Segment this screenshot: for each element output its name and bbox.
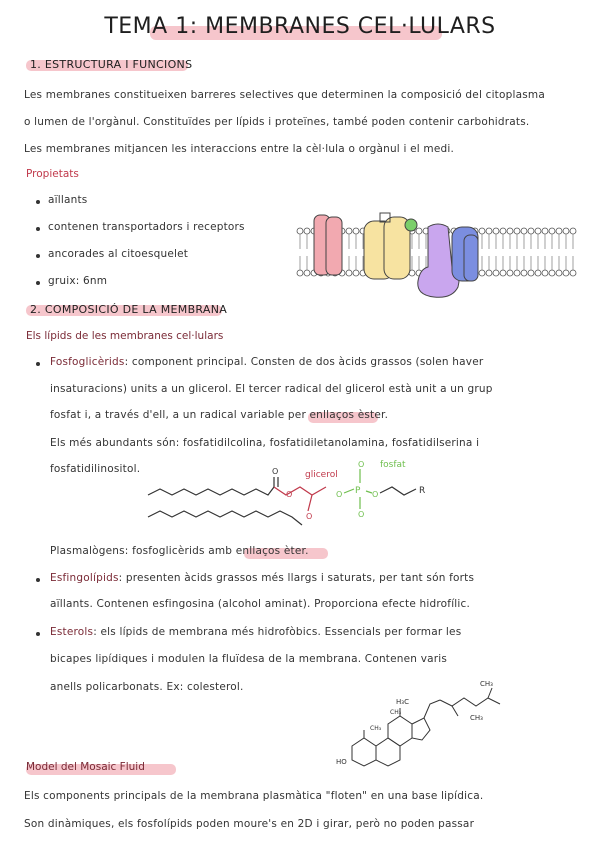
lipid-head <box>500 228 506 234</box>
lipid-head <box>304 270 310 276</box>
lipid-head <box>556 228 562 234</box>
mosaic-line-2: Son dinàmiques, els fosfolípids poden moure's en 2D i girar, però no poden passar <box>24 818 475 830</box>
ch3-label: CH₃ <box>390 709 402 716</box>
ether-term: enllaços èter <box>235 545 306 557</box>
glicerol-label: glicerol <box>305 470 338 480</box>
esterols-line-3: anells policarbonats. Ex: colesterol. <box>50 681 244 693</box>
lipid-head <box>500 270 506 276</box>
lipids-heading: Els lípids de les membranes cel·lulars <box>26 330 224 342</box>
lipid-head <box>346 228 352 234</box>
lipid-head <box>507 228 513 234</box>
lipid-head <box>556 270 562 276</box>
ch3-label: CH₃ <box>370 725 382 732</box>
esfingo-term: Esfingolípids <box>50 572 119 584</box>
ch3-label: CH₃ <box>470 714 483 722</box>
esfingo-text: : presenten àcids grassos més llargs i saturats, per tant són forts <box>118 572 475 584</box>
lipid-head <box>521 270 527 276</box>
ho-label: HO <box>336 758 347 766</box>
property-item: aïllants <box>48 194 88 206</box>
property-item: gruix: 6nm <box>48 275 108 287</box>
esterols-line-2: bicapes lipídiques i modulen la fluïdesa de la membrana. Contenen varis <box>50 653 448 665</box>
lipid-head <box>570 270 576 276</box>
section1-heading: 1. ESTRUCTURA I FUNCIONS <box>30 58 193 71</box>
lipid-head <box>493 228 499 234</box>
bullet <box>36 227 40 231</box>
lipid-head <box>521 228 527 234</box>
lipid-head <box>346 270 352 276</box>
lipid-head <box>353 270 359 276</box>
fosfo-line-5: fosfatidilinositol. <box>50 463 141 475</box>
property-item: contenen transportadors i receptors <box>48 221 245 233</box>
fosfo-line-3 <box>50 409 388 421</box>
lipid-head <box>535 270 541 276</box>
lipid-head <box>514 228 520 234</box>
section1-line-2: o lumen de l'orgànul. Constituïdes per lípids i proteïnes, també poden contenir carbohidrats. <box>24 116 530 128</box>
bullet <box>36 281 40 285</box>
fosfo-text: : component principal. Consten de dos àcids grassos (solen haver <box>124 356 484 368</box>
section2-heading: 2. COMPOSICIÓ DE LA MEMBRANA <box>30 303 228 316</box>
section1-line-1: Les membranes constitueixen barreres selectives que determinen la composició del citoplasma <box>24 89 545 101</box>
oxygen-label: O <box>286 490 293 499</box>
lipid-head <box>570 228 576 234</box>
phosphorus-label: P <box>355 486 361 496</box>
lipid-head <box>353 228 359 234</box>
lipid-head <box>535 228 541 234</box>
lipid-head <box>304 228 310 234</box>
fosfo-line-2: insaturacions) units a un glicerol. El tercer radical del glicerol està unit a un grup <box>50 383 493 395</box>
esterols-line-1 <box>50 626 461 638</box>
lipid-head <box>479 228 485 234</box>
lipid-head <box>549 270 555 276</box>
lipid-head <box>563 270 569 276</box>
fosfo-text: . <box>384 409 389 421</box>
fosfo-line-1 <box>50 356 483 368</box>
ch3-label: CH₃ <box>480 680 493 688</box>
lipid-head <box>542 228 548 234</box>
lipid-head <box>486 270 492 276</box>
mosaic-heading: Model del Mosaic Fluid <box>26 761 145 773</box>
fosfo-text: fosfat i, a través d'ell, a un radical variable per <box>50 409 310 421</box>
oxygen-label: O <box>336 490 343 499</box>
lipid-head <box>416 228 422 234</box>
lipid-head <box>507 270 513 276</box>
section1-line-3: Les membranes mitjancen les interaccions entre la cèl·lula o orgànul i el medi. <box>24 143 455 155</box>
ester-term: enllaços èster <box>309 409 385 421</box>
properties-heading: Propietats <box>26 168 79 180</box>
esfingo-line-2: aïllants. Contenen esfingosina (alcohol aminat). Proporciona efecte hidrofílic. <box>50 598 471 610</box>
oxygen-label: O <box>358 460 365 469</box>
bullet <box>36 632 40 636</box>
membrane-illustration <box>296 205 578 305</box>
property-item: ancorades al citoesquelet <box>48 248 189 260</box>
fosfo-term: Fosfoglicèrids <box>50 356 125 368</box>
lipid-head <box>528 228 534 234</box>
esterols-term: Esterols <box>50 626 94 638</box>
bullet <box>36 200 40 204</box>
lipid-head <box>297 228 303 234</box>
lipid-head <box>493 270 499 276</box>
lipid-head <box>563 228 569 234</box>
plasmalogens-text: Plasmalògens: fosfoglicèrids amb <box>50 545 236 557</box>
plasmalogens-text: . <box>305 545 309 557</box>
oxygen-label: O <box>272 467 279 476</box>
lipid-head <box>486 228 492 234</box>
lipid-head <box>297 270 303 276</box>
lipid-head <box>479 270 485 276</box>
mosaic-line-1: Els components principals de la membrana plasmàtica "floten" en una base lipídica. <box>24 790 484 802</box>
lipid-head <box>549 228 555 234</box>
plasmalogens-line <box>50 545 309 557</box>
cholesterol-structure <box>330 676 530 768</box>
phospholipid-formula <box>140 455 440 545</box>
oxygen-label: O <box>358 510 365 519</box>
h3c-label: H₃C <box>396 698 409 706</box>
bullet <box>36 254 40 258</box>
bullet <box>36 578 40 582</box>
lipid-head <box>542 270 548 276</box>
lipid-head <box>514 270 520 276</box>
esfingo-line-1 <box>50 572 474 584</box>
oxygen-label: O <box>306 512 313 521</box>
page-title: TEMA 1: MEMBRANES CEL·LULARS <box>104 14 496 39</box>
radical-label: R <box>419 486 426 496</box>
fosfo-line-4: Els més abundants són: fosfatidilcolina, fosfatidiletanolamina, fosfatidilserina i <box>50 437 480 449</box>
oxygen-label: O <box>372 490 379 499</box>
lipid-head <box>528 270 534 276</box>
fosfat-label: fosfat <box>380 460 406 470</box>
bullet <box>36 362 40 366</box>
esterols-text: : els lípids de membrana més hidrofòbics. Essencials per formar les <box>93 626 462 638</box>
